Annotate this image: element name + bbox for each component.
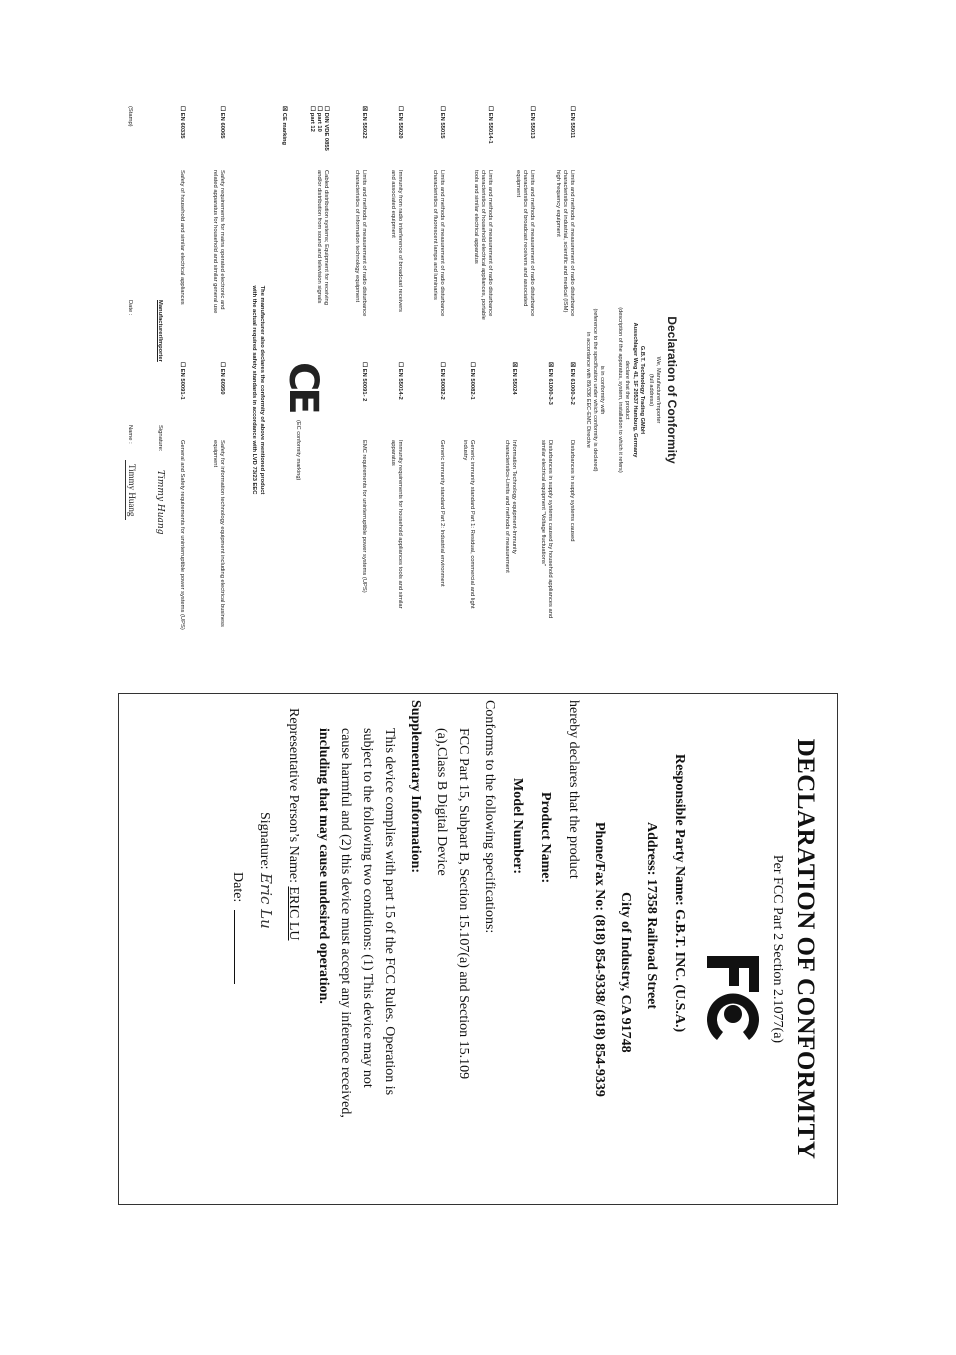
- eu-signature: Timmy Huang: [155, 470, 165, 535]
- eu-left-desc-0: Limits and methods of measurement of radio disturbance characteristics of industrial, scientific and medical (ISM) high frequency equipment: [554, 170, 575, 317]
- fcc-signature-line: [256, 812, 275, 929]
- eu-signature-label: Signature:: [157, 425, 163, 452]
- eu-declare: declare that the product: [624, 360, 630, 420]
- fcc-supp-4: including that may cause undesired operation.: [316, 728, 331, 1004]
- eu-left-code-4: ☐ EN 55020: [397, 106, 403, 139]
- eu-we-line: We, Manufacturer/Importer: [655, 356, 661, 424]
- eu-left-desc-5: Limits and methods of measurement of radio disturbance characteristics of information technology equipment: [353, 170, 367, 317]
- fcc-title: DECLARATION OF CONFORMITY: [792, 738, 819, 1160]
- eu-full-address: (full address): [648, 373, 654, 407]
- eu-left-desc-6: Cabled distribution systems; Equipment for receiving and/or distribution from sound and television signals: [315, 170, 329, 306]
- eu-name-value: Timmy Huang: [125, 460, 137, 520]
- eu-right-code-7: ☐ EN 60950: [219, 362, 225, 395]
- eu-left-code-2: ☐ EN 55014-1: [487, 106, 493, 144]
- eu-right-code-4: ☐ EN 50082-2: [439, 362, 445, 400]
- fcc-phone: Phone/Fax No: (818) 854-9338/ (818) 854-9339: [592, 822, 607, 1097]
- eu-address: Ausschlager Weg 41, 1F 20537 Hamburg, Germany: [632, 322, 638, 458]
- fcc-rep-value: ERIC LU: [286, 886, 301, 941]
- eu-left-code-7: ☒ CE marking: [281, 106, 287, 146]
- fcc-model-number: Model Number:: [510, 778, 525, 875]
- fcc-supp-title: Supplementary Information:: [408, 700, 423, 874]
- eu-left-code-6: ☐ DIN VDE 0855 ☐ part 10 ☐ part 12: [308, 106, 329, 151]
- fcc-supp-3: cause harmful and (2) this device must accept any inference received,: [338, 728, 353, 1118]
- fcc-conforms: Conforms to the following specifications:: [482, 700, 497, 934]
- ce-mark-icon: CE: [280, 362, 326, 411]
- fcc-address-label: Address:: [644, 822, 659, 876]
- eu-right-desc-4: Generic immunity standard Part 2: Industrial environment: [439, 440, 445, 587]
- eu-left-code-0: ☐ EN 55011: [569, 106, 575, 139]
- eu-right-desc-6: EMC requirements for uninterruptible power systems (UPS): [361, 440, 367, 593]
- fcc-date-line: [229, 872, 247, 984]
- eu-left-desc-2: Limits and methods of measurement of radio disturbance characteristics of household electrical appliances, portable tools and similar electrical apparatus: [472, 170, 493, 320]
- fcc-supp-1: This device complies with part 15 of the FCC Rules. Operation is: [382, 728, 397, 1096]
- fcc-address-line: [643, 822, 659, 1009]
- fcc-signature: Eric Lu: [257, 873, 275, 929]
- eu-name-label: Name :: [127, 425, 133, 444]
- eu-stamp: (Stamp): [127, 106, 133, 127]
- eu-right-code-3: ☐ EN 50082-1: [469, 362, 475, 400]
- eu-conformity: is in conformity with: [599, 365, 605, 415]
- fcc-rep-line: [285, 708, 301, 941]
- eu-left-desc-8: Safety requirements for mains operated electronic and related apparatus for household and similar general use: [211, 170, 225, 314]
- eu-mfr-note-2: with the actual required safety standards in accordance with LVD 73/23 EEC: [251, 285, 257, 495]
- eu-right-desc-2: Information Technology equipment-Immunity characteristics-Limits and methods of measurement: [503, 440, 517, 573]
- fcc-date-label: Date:: [230, 872, 245, 903]
- fcc-product-name: Product Name:: [538, 792, 553, 884]
- eu-date-label: Date :: [127, 300, 133, 316]
- eu-description: (description of the apparatus, system, installation to which it refers): [617, 307, 623, 473]
- eu-company: G.B.T. Technology Trading GMbH: [639, 345, 645, 435]
- eu-right-desc-0: Disturbances in supply systems caused: [569, 440, 575, 542]
- eu-left-code-8: ☐ EN 60065: [219, 106, 225, 139]
- fcc-city: City of Industry, CA 91748: [618, 892, 633, 1053]
- eu-right-code-0: ☒ EN 61000-3-2: [569, 362, 575, 405]
- fcc-date-field: [234, 910, 247, 984]
- eu-left-desc-4: Immunity from radio interference of broadcast receivers and associated equipment: [389, 170, 403, 313]
- eu-right-desc-1: Disturbances in supply systems caused by household appliances and similar electrical equipment "Voltage fluctuations": [539, 440, 553, 619]
- eu-left-code-1: ☐ EN 55013: [529, 106, 535, 139]
- eu-left-desc-1: Limits and methods of measurement of radio disturbance characteristics of broadcast receivers and associated equipment: [514, 170, 535, 317]
- eu-manufacturer: Manufacturer/Importer: [157, 300, 163, 362]
- eu-right-desc-8: General and Safety requirements for uninterruptible power systems (UPS): [179, 440, 185, 630]
- eu-right-code-5: ☐ EN 55014-2: [397, 362, 403, 400]
- eu-title: Declaration of Conformity: [665, 316, 679, 464]
- fcc-declares: hereby declares that the product: [566, 700, 581, 879]
- fcc-logo-icon: [703, 952, 763, 1044]
- fcc-party-line: [671, 754, 687, 1032]
- eu-left-desc-9: Safety of household and similar electrical appliances: [179, 170, 185, 305]
- eu-right-code-8: ☐ EN 50091-1: [179, 362, 185, 400]
- fcc-address-value: 17358 Railroad Street: [644, 878, 659, 1010]
- eu-left-code-5: ☒ EN 55022: [361, 106, 367, 139]
- fcc-subtitle: Per FCC Part 2 Section 2.1077(a): [770, 854, 785, 1044]
- eu-right-desc-7: Safety for information technology equipment including electrical business equipment: [211, 440, 225, 627]
- eu-right-code-2: ☒ EN 55024: [511, 362, 517, 395]
- fcc-party-value: G.B.T. INC. (U.S.A.): [672, 909, 687, 1033]
- fcc-frame: [118, 693, 838, 1205]
- fcc-declaration: [119, 694, 837, 1204]
- eu-right-code-1: ☒ EN 61000-3-3: [547, 362, 553, 405]
- fcc-signature-label: Signature:: [257, 812, 272, 870]
- fcc-supp-2: subject to the following two conditions: (1) This device may not: [360, 728, 375, 1088]
- eu-right-desc-3: Generic immunity standard Part 1: Residual, commercial and light industry: [461, 440, 475, 609]
- fcc-party-label: Responsible Party Name:: [672, 754, 687, 906]
- eu-left-code-3: ☐ EN 55015: [439, 106, 445, 139]
- eu-accordance: in accordance with 89/336 EEC-EMC Directive: [585, 332, 591, 448]
- eu-mfr-note-1: The manufacturer also declares the conformity of above mentioned product: [259, 285, 265, 495]
- eu-right-code-6: ☐ EN 50091- 2: [361, 362, 367, 402]
- eu-right-desc-5: Immunity requirements for household appliances tools and similar apparatus: [389, 440, 403, 609]
- eu-ce-note: (EC conformity marking): [295, 420, 301, 481]
- eu-left-code-9: ☐ EN 60335: [179, 106, 185, 139]
- eu-left-desc-3: Limits and methods of measurement of radio disturbance characteristics of fluorescent lamps and luminaries: [431, 170, 445, 317]
- eu-declaration: [120, 100, 685, 680]
- fcc-spec-1: FCC Part 15, Subpart B, Section 15.107(a) and Section 15.109: [456, 728, 471, 1080]
- fcc-rep-label: Representative Person’s Name:: [286, 708, 301, 883]
- eu-reference: (reference to the specification under which conformity is declared): [592, 308, 598, 472]
- fcc-spec-2: (a),Class B Digital Device: [434, 728, 449, 876]
